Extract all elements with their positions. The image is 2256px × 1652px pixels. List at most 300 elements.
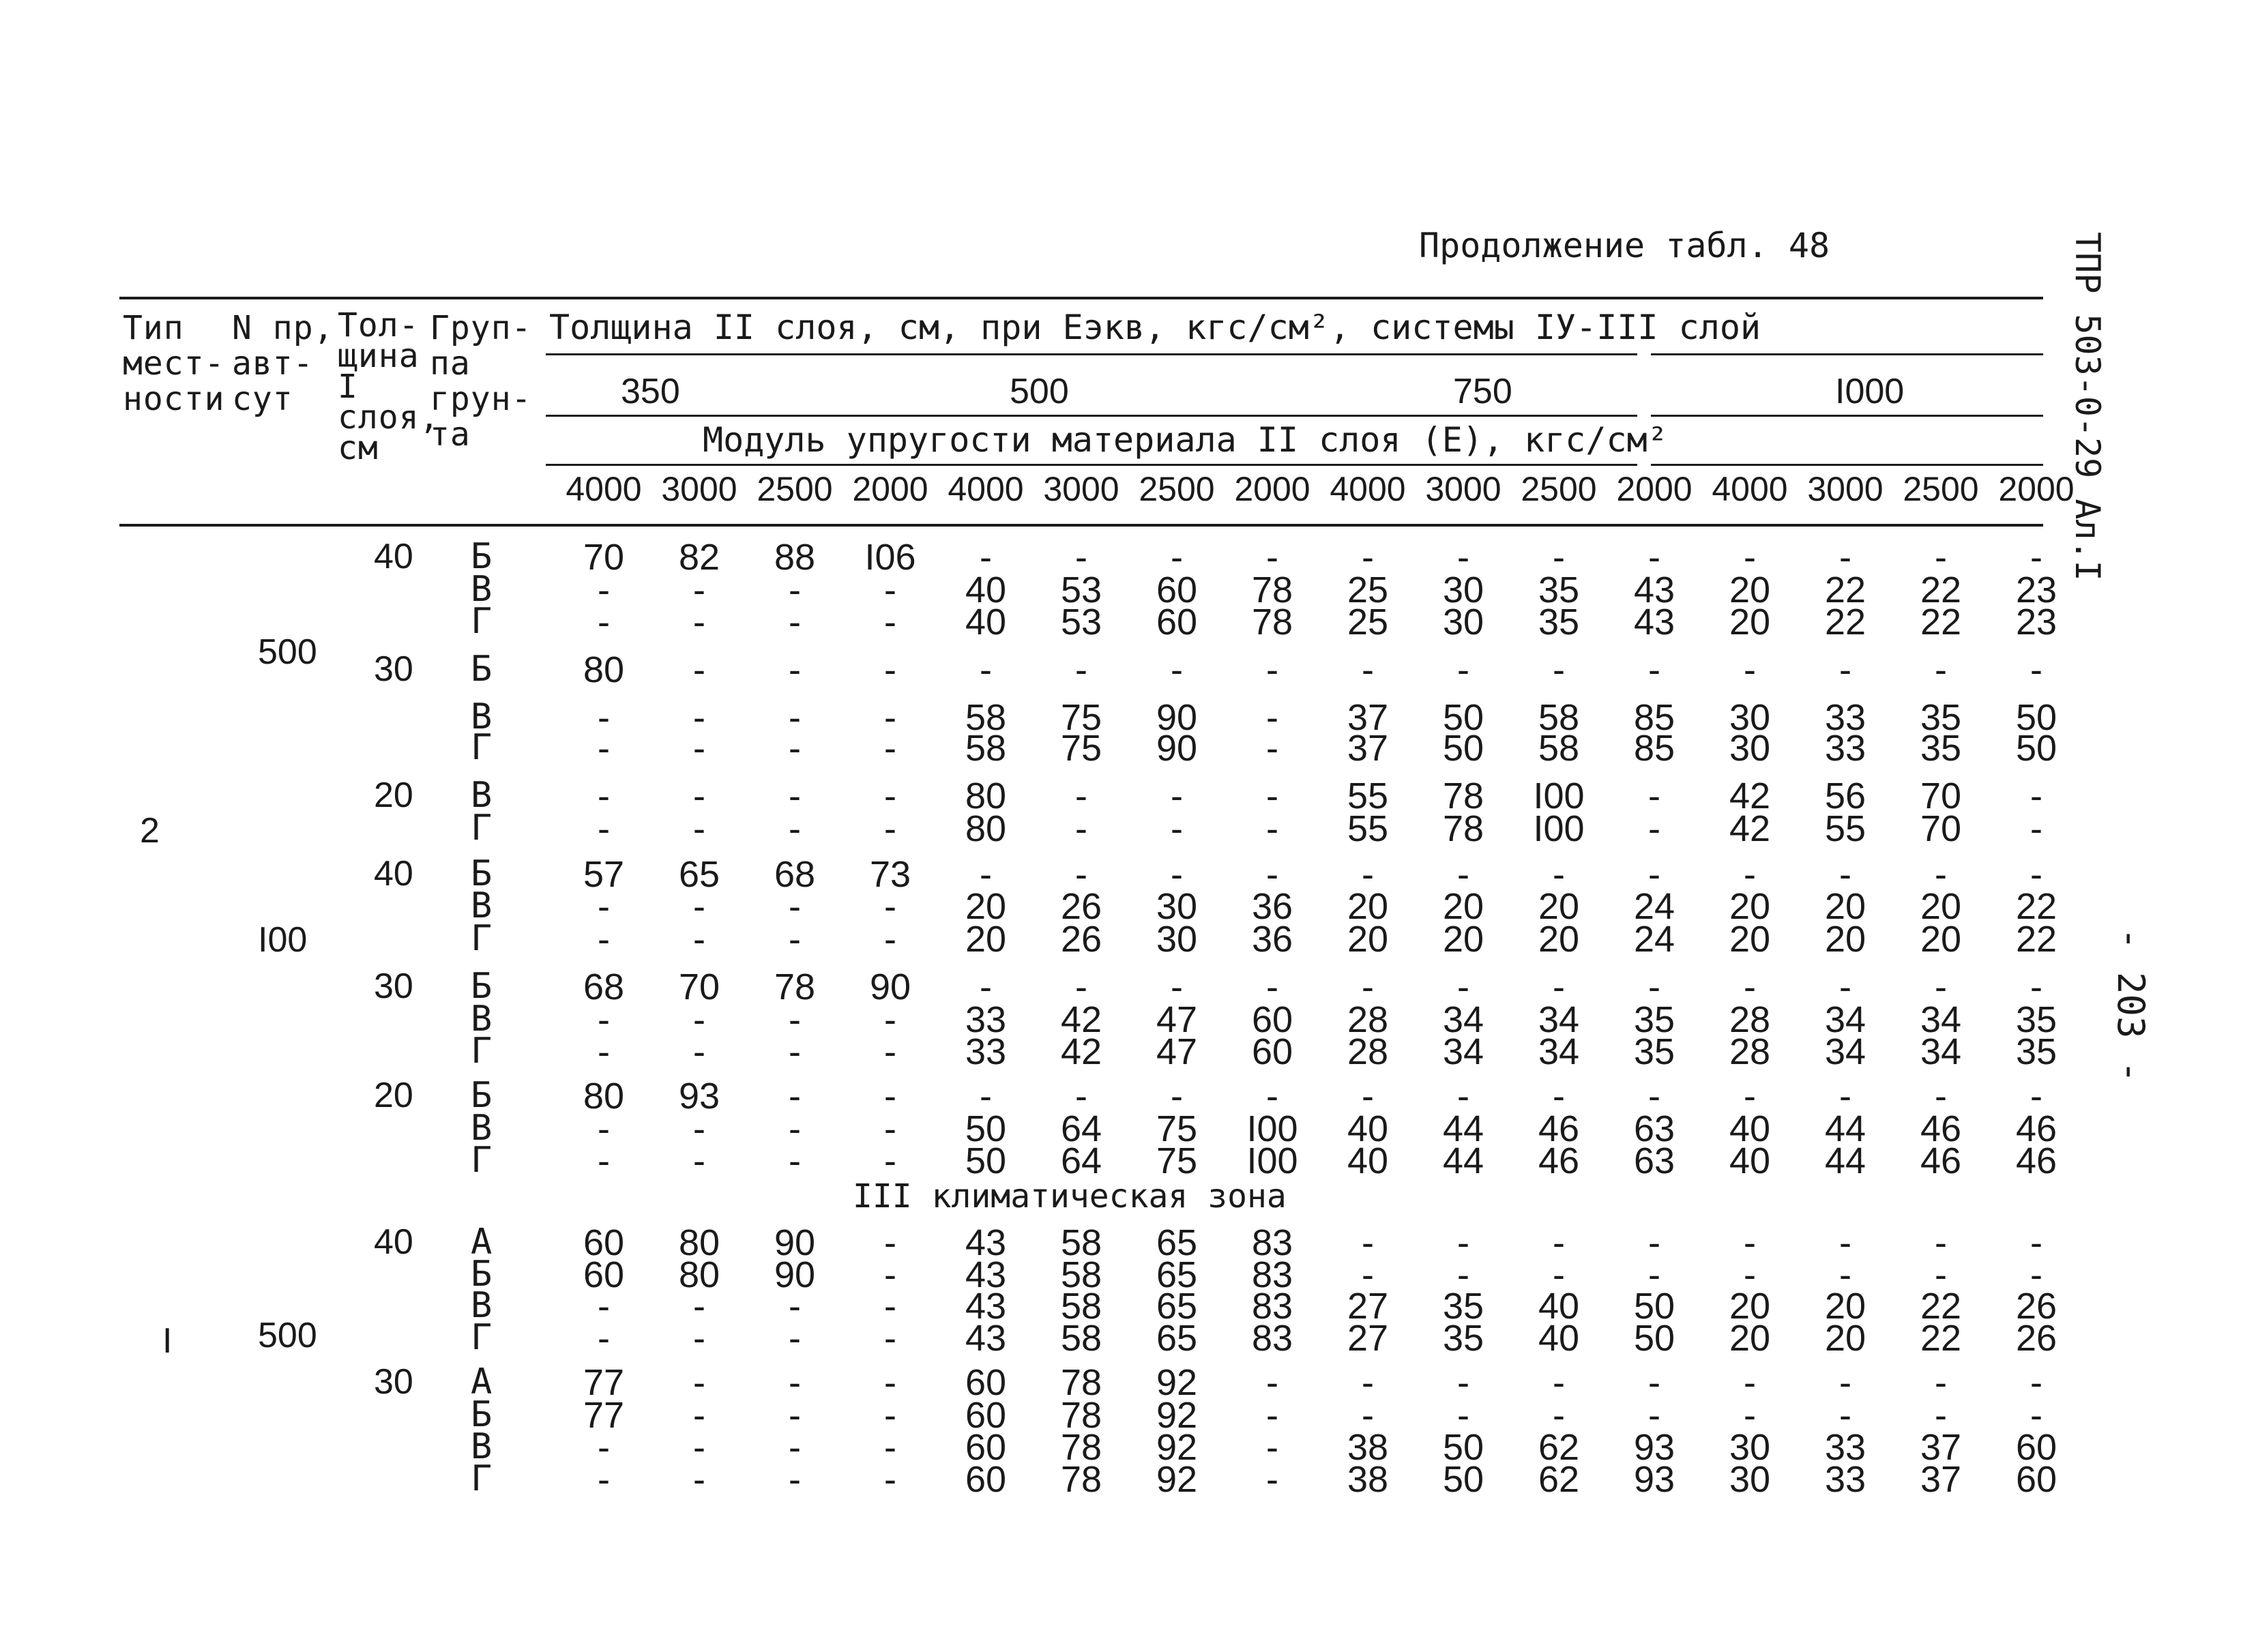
table-cell: 40 xyxy=(1538,1286,1580,1327)
table-cell: 46 xyxy=(2015,1108,2057,1149)
table-cell: 50 xyxy=(1442,1427,1484,1468)
soil-group-cell: В xyxy=(471,1426,493,1467)
table-cell: - xyxy=(1935,1222,1947,1263)
table-cell: - xyxy=(1171,649,1183,690)
table-cell: - xyxy=(1171,776,1183,816)
table-cell: - xyxy=(598,999,610,1040)
table-cell: 43 xyxy=(965,1222,1007,1263)
table-cell: 20 xyxy=(1824,886,1866,927)
table-cell: - xyxy=(1362,1254,1374,1295)
table-cell: 36 xyxy=(1251,919,1293,960)
table-cell: 55 xyxy=(1347,808,1389,849)
e-value-6: 2500 xyxy=(1139,470,1215,508)
soil-group-cell: Б xyxy=(471,966,493,1007)
table-cell: 43 xyxy=(965,1254,1007,1295)
table-cell: 46 xyxy=(1920,1140,1962,1181)
e-value-11: 2000 xyxy=(1616,470,1693,508)
table-cell: 30 xyxy=(1442,602,1484,643)
table-cell: - xyxy=(693,697,705,738)
table-cell: 75 xyxy=(1156,1108,1198,1149)
table-cell: - xyxy=(884,570,896,610)
table-cell: 90 xyxy=(869,967,911,1007)
table-cell: 40 xyxy=(1538,1318,1580,1359)
table-cell: - xyxy=(1171,967,1183,1007)
table-cell: - xyxy=(884,1076,896,1117)
table-cell: - xyxy=(1457,537,1469,578)
table-cell: - xyxy=(1744,1362,1756,1403)
table-cell: - xyxy=(884,999,896,1040)
table-cell: 80 xyxy=(965,808,1007,849)
table-cell: - xyxy=(884,1286,896,1327)
table-cell: 28 xyxy=(1729,999,1771,1040)
table-cell: 40 xyxy=(1347,1140,1389,1181)
table-cell: - xyxy=(789,1108,801,1149)
table-cell: 75 xyxy=(1060,697,1102,738)
table-cell: 92 xyxy=(1156,1427,1198,1468)
soil-group-cell: В xyxy=(471,1285,493,1326)
table-cell: 20 xyxy=(1729,919,1771,960)
col-layer1-thickness: Тол- щина I слоя, см xyxy=(338,306,440,467)
col-layer2-thickness-header: Толщина II слоя, см, при Еэкв, кгс/см², системы IУ-III слой xyxy=(549,308,1761,347)
table-cell: - xyxy=(1935,1076,1947,1117)
table-cell: - xyxy=(1553,854,1565,895)
table-cell: - xyxy=(789,1459,801,1500)
table-cell: 78 xyxy=(774,967,816,1007)
layer1-thickness-cell: 20 xyxy=(374,1076,413,1115)
table-cell: - xyxy=(1457,1222,1469,1263)
table-cell: 64 xyxy=(1060,1140,1102,1181)
table-cell: - xyxy=(884,649,896,690)
table-cell: - xyxy=(1362,1362,1374,1403)
table-cell: - xyxy=(789,1286,801,1327)
table-cell: 20 xyxy=(965,919,1007,960)
table-cell: 30 xyxy=(1729,1427,1771,1468)
soil-group-cell: В xyxy=(471,999,493,1039)
table-cell: - xyxy=(1839,967,1851,1007)
soil-group-cell: Б xyxy=(471,853,493,894)
table-cell: - xyxy=(1839,537,1851,578)
e-value-4: 4000 xyxy=(948,470,1024,508)
table-cell: - xyxy=(2030,1362,2042,1403)
table-cell: I00 xyxy=(1246,1108,1298,1149)
table-cell: 26 xyxy=(2015,1286,2057,1327)
table-cell: 93 xyxy=(678,1076,720,1117)
table-cell: - xyxy=(980,537,992,578)
table-cell: 60 xyxy=(583,1254,625,1295)
col-traffic: N пр, авт- сут xyxy=(232,309,334,418)
table-cell: 60 xyxy=(2015,1459,2057,1500)
table-cell: 35 xyxy=(1442,1286,1484,1327)
table-cell: 42 xyxy=(1060,999,1102,1040)
e-value-10: 2500 xyxy=(1521,470,1597,508)
table-cell: 25 xyxy=(1347,602,1389,643)
table-cell: - xyxy=(1266,1459,1278,1500)
groups-rule-b xyxy=(1651,415,2043,417)
table-cell: 33 xyxy=(1824,1427,1866,1468)
table-cell: - xyxy=(2030,808,2042,849)
soil-group-cell: Г xyxy=(471,918,493,959)
table-cell: - xyxy=(884,919,896,960)
table-cell: - xyxy=(1457,649,1469,690)
table-cell: - xyxy=(884,1318,896,1359)
table-cell: - xyxy=(1553,967,1565,1007)
table-cell: 43 xyxy=(965,1318,1007,1359)
table-cell: 35 xyxy=(1633,999,1675,1040)
table-cell: 77 xyxy=(583,1362,625,1403)
soil-group-cell: В xyxy=(471,696,493,737)
table-cell: 30 xyxy=(1156,919,1198,960)
table-cell: 30 xyxy=(1156,886,1198,927)
table-cell: - xyxy=(884,1108,896,1149)
table-cell: 63 xyxy=(1633,1140,1675,1181)
table-cell: 70 xyxy=(583,537,625,578)
table-cell: 20 xyxy=(1347,886,1389,927)
table-cell: - xyxy=(1266,1362,1278,1403)
table-cell: 35 xyxy=(1920,728,1962,769)
table-cell: 60 xyxy=(965,1362,1007,1403)
table-cell: 34 xyxy=(1442,1031,1484,1072)
table-cell: 37 xyxy=(1920,1427,1962,1468)
table-cell: 58 xyxy=(1060,1318,1102,1359)
table-cell: 20 xyxy=(1729,570,1771,610)
table-cell: - xyxy=(2030,1076,2042,1117)
table-cell: 33 xyxy=(965,1031,1007,1072)
soil-group-cell: Б xyxy=(471,1075,493,1116)
table-cell: 57 xyxy=(583,854,625,895)
table-cell: 34 xyxy=(1538,1031,1580,1072)
table-cell: 37 xyxy=(1920,1459,1962,1500)
table-cell: 33 xyxy=(1824,1459,1866,1500)
table-cell: - xyxy=(1935,537,1947,578)
table-cell: 82 xyxy=(678,537,720,578)
soil-group-cell: А xyxy=(471,1361,493,1402)
table-cell: 20 xyxy=(1729,1318,1771,1359)
table-cell: 53 xyxy=(1060,570,1102,610)
table-cell: 50 xyxy=(2015,697,2057,738)
table-cell: - xyxy=(1553,537,1565,578)
table-cell: - xyxy=(789,886,801,927)
table-cell: 85 xyxy=(1633,728,1675,769)
table-cell: - xyxy=(1457,967,1469,1007)
table-cell: - xyxy=(980,1076,992,1117)
table-cell: 92 xyxy=(1156,1459,1198,1500)
table-cell: 38 xyxy=(1347,1427,1389,1468)
table-cell: - xyxy=(1171,1076,1183,1117)
table-cell: 60 xyxy=(965,1395,1007,1436)
modulus-rule-a xyxy=(546,464,1637,466)
table-cell: 22 xyxy=(1920,602,1962,643)
table-cell: - xyxy=(884,697,896,738)
page-number: - 203 - xyxy=(2109,928,2152,1083)
table-cell: - xyxy=(1362,967,1374,1007)
soil-group-cell: Б xyxy=(471,1394,493,1435)
table-cell: 83 xyxy=(1251,1222,1293,1263)
table-cell: 26 xyxy=(1060,886,1102,927)
layer1-thickness-cell: 30 xyxy=(374,1362,413,1402)
table-cell: 27 xyxy=(1347,1318,1389,1359)
e-value-2: 2500 xyxy=(757,470,833,508)
table-cell: - xyxy=(693,1362,705,1403)
table-cell: 60 xyxy=(1156,602,1198,643)
table-cell: - xyxy=(1839,854,1851,895)
table-cell: 35 xyxy=(1538,570,1580,610)
table-cell: - xyxy=(693,1427,705,1468)
table-cell: - xyxy=(884,776,896,816)
table-cell: 20 xyxy=(1538,886,1580,927)
table-cell: - xyxy=(1553,1362,1565,1403)
table-cell: 78 xyxy=(1060,1395,1102,1436)
table-cell: 92 xyxy=(1156,1395,1198,1436)
table-cell: - xyxy=(884,1362,896,1403)
table-cell: - xyxy=(2030,537,2042,578)
table-cell: 58 xyxy=(965,728,1007,769)
table-cell: - xyxy=(884,602,896,643)
table-cell: - xyxy=(598,886,610,927)
table-cell: - xyxy=(693,1459,705,1500)
table-cell: I00 xyxy=(1533,808,1585,849)
table-cell: 60 xyxy=(965,1427,1007,1468)
table-cell: 35 xyxy=(1442,1318,1484,1359)
table-cell: 46 xyxy=(1920,1108,1962,1149)
table-cell: - xyxy=(693,602,705,643)
table-cell: I00 xyxy=(1533,776,1585,816)
table-cell: 58 xyxy=(965,697,1007,738)
table-cell: - xyxy=(884,1254,896,1295)
table-cell: 80 xyxy=(965,776,1007,816)
table-cell: - xyxy=(1457,1395,1469,1436)
table-cell: 63 xyxy=(1633,1108,1675,1149)
table-cell: - xyxy=(598,919,610,960)
table-cell: 50 xyxy=(1633,1286,1675,1327)
table-cell: 34 xyxy=(1442,999,1484,1040)
table-cell: 58 xyxy=(1060,1286,1102,1327)
modulus-rule-b xyxy=(1651,464,2043,466)
table-cell: - xyxy=(1935,967,1947,1007)
table-cell: - xyxy=(2030,1222,2042,1263)
table-cell: 62 xyxy=(1538,1427,1580,1468)
table-cell: 60 xyxy=(1251,999,1293,1040)
table-cell: 78 xyxy=(1060,1362,1102,1403)
table-cell: 46 xyxy=(1538,1140,1580,1181)
table-cell: - xyxy=(1075,537,1087,578)
soil-group-cell: А xyxy=(471,1222,493,1263)
table-cell: 68 xyxy=(774,854,816,895)
e-value-5: 3000 xyxy=(1043,470,1119,508)
table-cell: - xyxy=(884,1140,896,1181)
table-cell: 58 xyxy=(1060,1222,1102,1263)
table-cell: - xyxy=(598,1459,610,1500)
header-bottom-rule xyxy=(119,524,2043,527)
table-cell: 65 xyxy=(1156,1286,1198,1327)
e-value-12: 4000 xyxy=(1712,470,1788,508)
table-cell: - xyxy=(789,728,801,769)
traffic-value: I00 xyxy=(258,920,308,960)
table-cell: - xyxy=(1553,1254,1565,1295)
table-cell: 68 xyxy=(583,967,625,1007)
table-cell: 92 xyxy=(1156,1362,1198,1403)
table-cell: - xyxy=(1266,1076,1278,1117)
table-cell: 65 xyxy=(678,854,720,895)
table-cell: 90 xyxy=(774,1222,816,1263)
table-cell: - xyxy=(884,1395,896,1436)
table-cell: 33 xyxy=(965,999,1007,1040)
table-cell: - xyxy=(1362,649,1374,690)
table-cell: - xyxy=(789,697,801,738)
terrain-type-value: 2 xyxy=(140,811,160,851)
table-cell: 30 xyxy=(1729,1459,1771,1500)
table-cell: - xyxy=(1266,649,1278,690)
table-cell: 40 xyxy=(1729,1140,1771,1181)
table-cell: - xyxy=(1935,1254,1947,1295)
table-cell: 44 xyxy=(1824,1140,1866,1181)
table-cell: 20 xyxy=(1442,919,1484,960)
table-cell: - xyxy=(598,570,610,610)
table-cell: - xyxy=(1266,854,1278,895)
table-cell: - xyxy=(1266,967,1278,1007)
e-value-15: 2000 xyxy=(1998,470,2075,508)
table-cell: - xyxy=(789,808,801,849)
table-cell: 40 xyxy=(965,570,1007,610)
table-cell: - xyxy=(789,649,801,690)
table-cell: - xyxy=(1075,854,1087,895)
soil-group-cell: Г xyxy=(471,1317,493,1358)
table-cell: 20 xyxy=(1824,1318,1866,1359)
table-cell: - xyxy=(1744,854,1756,895)
table-cell: - xyxy=(1648,808,1660,849)
table-cell: - xyxy=(693,1286,705,1327)
table-cell: 20 xyxy=(1824,919,1866,960)
table-cell: 40 xyxy=(965,602,1007,643)
table-cell: 20 xyxy=(965,886,1007,927)
soil-group-cell: Г xyxy=(471,727,493,768)
table-cell: 37 xyxy=(1347,697,1389,738)
soil-group-cell: Б xyxy=(471,1254,493,1295)
table-cell: 33 xyxy=(1824,728,1866,769)
table-cell: - xyxy=(1744,1076,1756,1117)
table-cell: - xyxy=(1075,649,1087,690)
table-cell: - xyxy=(1362,1395,1374,1436)
table-cell: 42 xyxy=(1729,808,1771,849)
table-cell: - xyxy=(2030,854,2042,895)
table-cell: 93 xyxy=(1633,1459,1675,1500)
table-cell: 56 xyxy=(1824,776,1866,816)
table-cell: 23 xyxy=(2015,570,2057,610)
table-cell: 78 xyxy=(1060,1459,1102,1500)
table-cell: 34 xyxy=(1920,1031,1962,1072)
table-cell: 70 xyxy=(678,967,720,1007)
table-cell: 34 xyxy=(1824,999,1866,1040)
soil-group-cell: В xyxy=(471,885,493,926)
table-cell: - xyxy=(1171,808,1183,849)
table-cell: 83 xyxy=(1251,1254,1293,1295)
table-cell: 65 xyxy=(1156,1222,1198,1263)
table-cell: - xyxy=(1553,1395,1565,1436)
table-cell: - xyxy=(884,808,896,849)
table-cell: 22 xyxy=(2015,919,2057,960)
e-value-3: 2000 xyxy=(852,470,928,508)
table-cell: - xyxy=(1744,1254,1756,1295)
table-cell: - xyxy=(1075,776,1087,816)
table-cell: - xyxy=(1648,1395,1660,1436)
table-cell: 70 xyxy=(1920,808,1962,849)
table-cell: 23 xyxy=(2015,602,2057,643)
table-cell: - xyxy=(1266,1395,1278,1436)
table-cell: - xyxy=(598,1286,610,1327)
table-cell: - xyxy=(598,1318,610,1359)
ekv-350: 350 xyxy=(621,372,680,411)
table-cell: 22 xyxy=(1920,570,1962,610)
header-top-rule xyxy=(119,297,2043,299)
table-cell: - xyxy=(1839,1254,1851,1295)
table-cell: - xyxy=(1744,967,1756,1007)
table-cell: 73 xyxy=(869,854,911,895)
e-value-9: 3000 xyxy=(1425,470,1501,508)
table-cell: 80 xyxy=(678,1254,720,1295)
table-cell: - xyxy=(980,649,992,690)
table-cell: 50 xyxy=(1442,697,1484,738)
table-cell: 36 xyxy=(1251,886,1293,927)
table-cell: - xyxy=(1648,776,1660,816)
table-cell: 20 xyxy=(1538,919,1580,960)
table-cell: 44 xyxy=(1442,1108,1484,1149)
table-cell: 77 xyxy=(583,1395,625,1436)
table-cell: - xyxy=(884,1427,896,1468)
table-cell: - xyxy=(1266,537,1278,578)
table-cell: 28 xyxy=(1347,1031,1389,1072)
table-cell: 70 xyxy=(1920,776,1962,816)
table-cell: 46 xyxy=(2015,1140,2057,1181)
table-cell: - xyxy=(1935,649,1947,690)
table-cell: 43 xyxy=(965,1286,1007,1327)
layer1-thickness-cell: 40 xyxy=(374,854,413,894)
table-cell: 34 xyxy=(1920,999,1962,1040)
table-cell: 40 xyxy=(1729,1108,1771,1149)
table-cell: - xyxy=(789,1140,801,1181)
table-cell: - xyxy=(693,570,705,610)
soil-group-cell: В xyxy=(471,775,493,816)
table-cell: 93 xyxy=(1633,1427,1675,1468)
table-cell: - xyxy=(2030,776,2042,816)
table-cell: - xyxy=(598,808,610,849)
table-cell: - xyxy=(1839,649,1851,690)
table-cell: 38 xyxy=(1347,1459,1389,1500)
layer1-thickness-cell: 40 xyxy=(374,537,413,576)
table-cell: 22 xyxy=(1920,1318,1962,1359)
table-cell: 34 xyxy=(1538,999,1580,1040)
table-cell: 46 xyxy=(1538,1108,1580,1149)
table-cell: 37 xyxy=(1347,728,1389,769)
table-cell: - xyxy=(1266,1427,1278,1468)
table-cell: 55 xyxy=(1824,808,1866,849)
table-cell: - xyxy=(1457,1254,1469,1295)
table-cell: - xyxy=(1648,1254,1660,1295)
table-cell: - xyxy=(1362,1076,1374,1117)
soil-group-cell: Б xyxy=(471,649,493,690)
table-cell: 80 xyxy=(583,1076,625,1117)
table-cell: 20 xyxy=(1729,602,1771,643)
table-cell: 90 xyxy=(774,1254,816,1295)
table-cell: - xyxy=(1648,1362,1660,1403)
table-cell: - xyxy=(789,1395,801,1436)
ekv-500: 500 xyxy=(1010,372,1069,411)
table-cell: 50 xyxy=(1442,728,1484,769)
table-cell: 88 xyxy=(774,537,816,578)
table-cell: 24 xyxy=(1633,886,1675,927)
table-cell: - xyxy=(1839,1362,1851,1403)
table-cell: - xyxy=(1935,1362,1947,1403)
table-cell: 50 xyxy=(1442,1459,1484,1500)
table-cell: - xyxy=(1839,1076,1851,1117)
